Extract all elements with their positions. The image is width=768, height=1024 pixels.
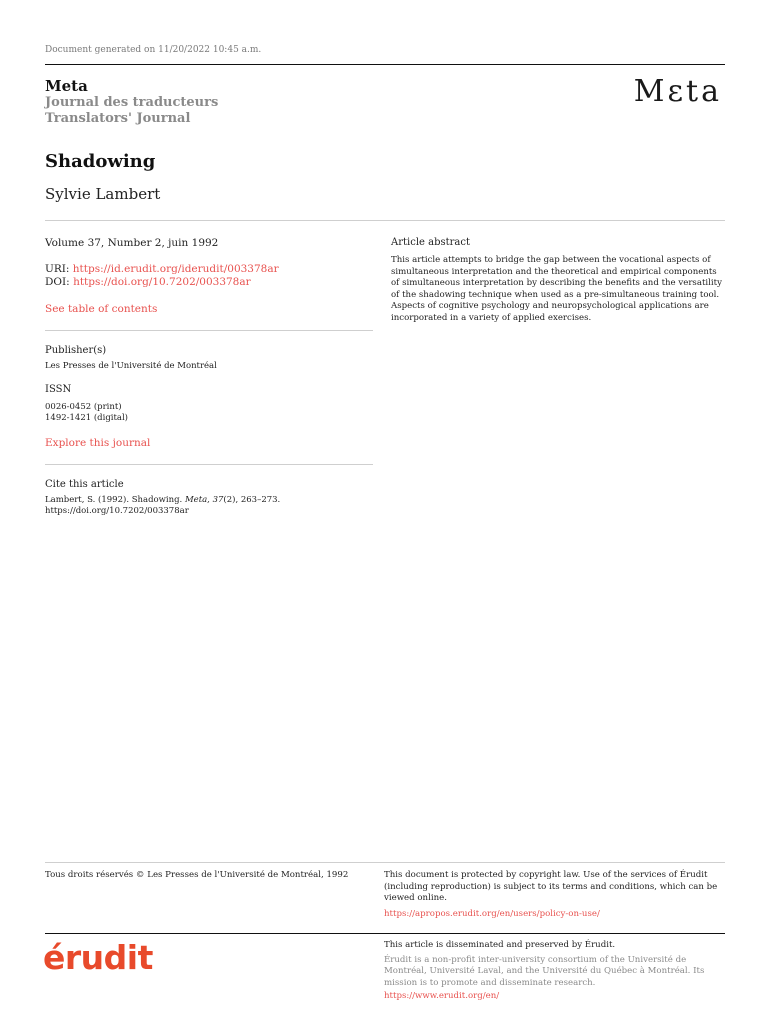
- meta-logo: Mεta: [633, 74, 722, 109]
- abstract-text: This article attempts to bridge the gap between the vocational aspects of simultaneous interpretation and the theoretical and empirical components of simultaneous interpretation by describing the benefits and the versatility of the shadowing technique when used as a pre-simultaneous training tool. Aspects of cognitive psychology and neuropsychological applications are incorporated in a variety of applied exercises.: [391, 255, 722, 323]
- issn-print: 0026-0452 (print): [45, 402, 122, 412]
- doi-row: [45, 276, 373, 289]
- article-author: Sylvie Lambert: [45, 185, 161, 203]
- doi-label: DOI:: [45, 276, 74, 288]
- copyright-text: This document is protected by copyright law. Use of the services of Érudit (including reproduction) is subject to its terms and conditions, which can be viewed online.: [384, 870, 718, 904]
- footer-divider-2: [45, 933, 725, 934]
- rights-notice: Tous droits réservés © Les Presses de l'Université de Montréal, 1992: [45, 870, 349, 880]
- citation-doi: https://doi.org/10.7202/003378ar: [45, 506, 189, 516]
- journal-title: Meta: [45, 77, 88, 95]
- cite-heading: Cite this article: [45, 479, 124, 490]
- top-divider: [45, 64, 725, 65]
- dissemination-text: Érudit is a non-profit inter-university consortium of the Université de Montréal, Université Laval, and the Université du Québec à Montréal. Its mission is to promote and disseminate research.: [384, 954, 705, 988]
- publisher-value: Les Presses de l'Université de Montréal: [45, 361, 217, 371]
- uri-row: [45, 263, 373, 276]
- erudit-link[interactable]: https://www.erudit.org/en/: [384, 991, 500, 1002]
- erudit-logo: érudit: [43, 938, 153, 977]
- doi-link[interactable]: https://doi.org/10.7202/003378ar: [73, 276, 251, 288]
- journal-subtitle-fr: Journal des traducteurs: [45, 95, 219, 110]
- footer-divider-1: [45, 862, 725, 863]
- abstract-section: [391, 237, 725, 325]
- abstract-heading: Article abstract: [391, 237, 470, 248]
- issn-heading: ISSN: [45, 384, 72, 395]
- volume-info: Volume 37, Number 2, juin 1992: [45, 237, 219, 249]
- uri-label: URI:: [45, 263, 73, 275]
- citation-part1: Lambert, S. (1992). Shadowing.: [45, 495, 185, 505]
- publisher-heading: Publisher(s): [45, 345, 107, 356]
- journal-subtitle-en: Translators' Journal: [45, 111, 191, 126]
- explore-journal-link[interactable]: Explore this journal: [45, 437, 151, 449]
- generation-note: Document generated on 11/20/2022 10:45 a.m.: [45, 45, 262, 55]
- policy-link[interactable]: https://apropos.erudit.org/en/users/policy-on-use/: [384, 908, 600, 919]
- header-divider: [45, 220, 725, 221]
- journal-info: [45, 77, 218, 127]
- dissemination-notice: [384, 940, 724, 1003]
- citation-part2: (2), 263–273.: [223, 495, 281, 505]
- article-details: [45, 237, 373, 517]
- table-of-contents-link[interactable]: See table of contents: [45, 303, 158, 315]
- article-title: Shadowing: [45, 151, 156, 172]
- issn-digital: 1492-1421 (digital): [45, 413, 128, 423]
- citation-text: [45, 495, 373, 506]
- dissemination-heading: This article is disseminated and preserved by Érudit.: [384, 940, 616, 950]
- copyright-notice: [384, 870, 724, 920]
- uri-link[interactable]: https://id.erudit.org/iderudit/003378ar: [72, 263, 279, 275]
- citation-journal: Meta, 37: [184, 495, 224, 505]
